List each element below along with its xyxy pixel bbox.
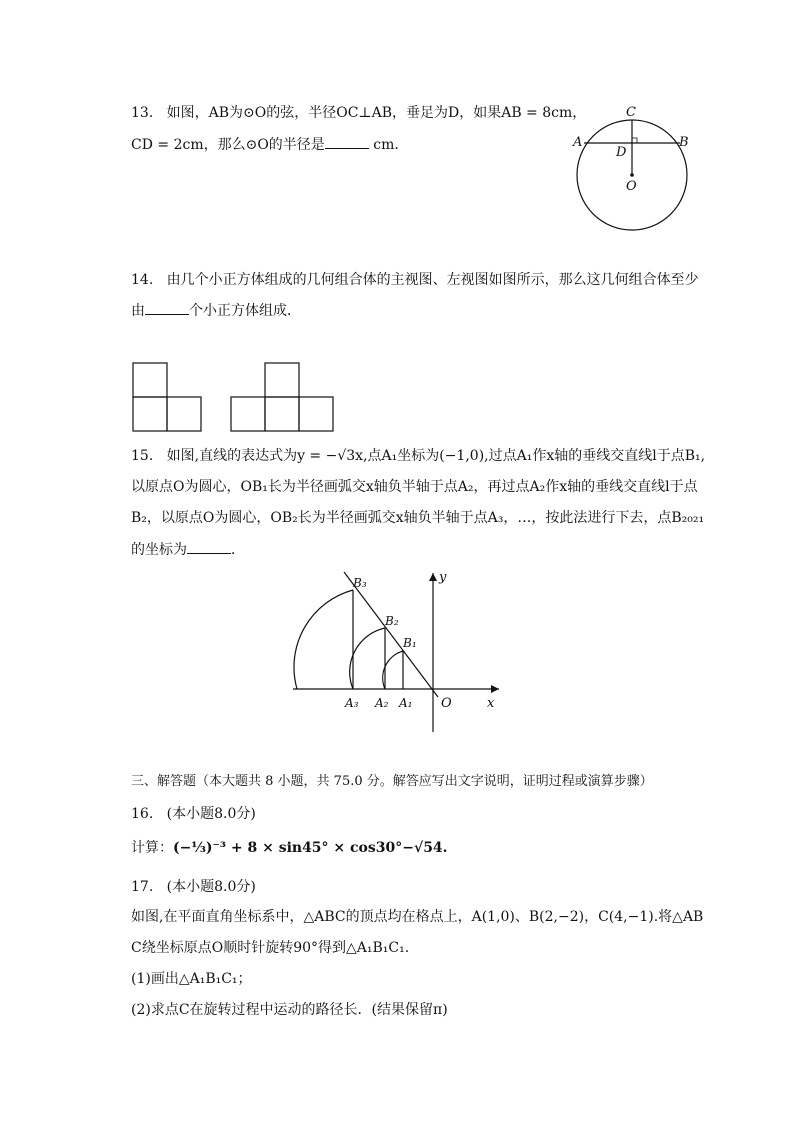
front-view bbox=[133, 363, 201, 431]
q16-calc bbox=[131, 838, 448, 858]
q15-line4 bbox=[131, 539, 245, 560]
right-angle-mark bbox=[632, 138, 637, 143]
line-l bbox=[344, 572, 438, 697]
label-x: x bbox=[487, 696, 495, 711]
q14-line2 bbox=[131, 300, 301, 321]
q16-header bbox=[131, 804, 256, 824]
q13-circle-figure bbox=[568, 100, 698, 232]
q15-text-4b: ． bbox=[231, 542, 245, 558]
label-c: C bbox=[626, 105, 636, 120]
q15-text-3: B₂，以原点O为圆心，OB₂长为半径画弧交x轴负半轴于点A₃，…，按此法进行下去，点B₂₀₂₁ bbox=[131, 510, 705, 526]
q17-score: (本小题8.0分) bbox=[166, 879, 256, 895]
q17-line1: 如图,在平面直角坐标系中，△ABC的顶点均在格点上，A(1,0)、B(2,−2)，C(4,−1).将△AB bbox=[131, 909, 704, 925]
q15-line1 bbox=[131, 446, 705, 466]
q15-number: 15. bbox=[131, 448, 154, 464]
q14-text-2a: 由 bbox=[131, 303, 145, 319]
arc-a1 bbox=[383, 651, 403, 689]
y-axis-arrow bbox=[429, 573, 437, 581]
label-a1: A₁ bbox=[399, 696, 413, 710]
q14-views-figure bbox=[130, 360, 340, 435]
q15-text-4a: 的坐标为 bbox=[131, 542, 187, 558]
q14-number: 14. bbox=[131, 272, 154, 288]
q17-line2: C绕坐标原点O顺时针旋转90°得到△A₁B₁C₁. bbox=[131, 940, 410, 956]
q15-line3 bbox=[131, 508, 704, 528]
label-a2: A₂ bbox=[375, 696, 389, 710]
left-view bbox=[231, 363, 333, 431]
q13-line2 bbox=[131, 134, 408, 155]
q15-arcs-figure bbox=[285, 565, 515, 735]
arc-a3 bbox=[294, 590, 353, 689]
label-d: D bbox=[616, 145, 627, 160]
label-b1: B₁ bbox=[403, 636, 417, 650]
q13-text-2a: CD = 2cm，那么⊙O的半径是 bbox=[131, 137, 325, 153]
x-axis-arrow bbox=[491, 685, 499, 693]
q14-text-1: 由几个小正方体组成的几何组合体的主视图、左视图如图所示，那么这几何组合体至少 bbox=[166, 272, 699, 288]
label-b3: B₃ bbox=[353, 576, 367, 590]
q16-number: 16. bbox=[131, 806, 154, 822]
label-b: B bbox=[679, 135, 689, 150]
label-y: y bbox=[439, 570, 447, 585]
q14-answer-blank[interactable] bbox=[145, 300, 189, 315]
q17-header bbox=[131, 877, 256, 897]
q13-answer-blank[interactable] bbox=[325, 134, 369, 149]
label-b2: B₂ bbox=[385, 614, 399, 628]
q16-score: (本小题8.0分) bbox=[166, 806, 256, 822]
q14-text-2b: 个小正方体组成． bbox=[189, 303, 301, 319]
label-o: O bbox=[441, 696, 452, 711]
q13-text-1: 如图，AB为⊙O的弦，半径OC⊥AB，垂足为D，如果AB = 8cm， bbox=[166, 105, 587, 121]
q15-text-2: 以原点O为圆心，OB₁长为半径画弧交x轴负半轴于点A₂，再过点A₂作x轴的垂线交直线l于点 bbox=[131, 479, 698, 495]
arc-a2 bbox=[350, 628, 385, 689]
q15-answer-blank[interactable] bbox=[187, 539, 231, 554]
q15-line2 bbox=[131, 477, 698, 497]
label-a: A bbox=[573, 135, 583, 150]
label-o: O bbox=[626, 179, 637, 194]
q15-text-1: 如图,直线的表达式为y = −√3x,点A₁坐标为(−1,0),过点A₁作x轴的垂线交直线l于点B₁, bbox=[166, 448, 706, 464]
q16-calc-label: 计算： bbox=[131, 840, 173, 856]
q13-line1 bbox=[131, 103, 586, 123]
q17-number: 17. bbox=[131, 879, 154, 895]
q13-number: 13. bbox=[131, 105, 154, 121]
q17-part1: (1)画出△A₁B₁C₁； bbox=[131, 971, 252, 987]
center-dot bbox=[630, 173, 634, 177]
section3-heading: 三、解答题（本大题共 8 小题，共 75.0 分。解答应写出文字说明，证明过程或演算步骤） bbox=[131, 774, 653, 789]
q13-text-2b: cm． bbox=[368, 137, 409, 153]
q16-expression: (−⅓)⁻³ + 8 × sin45° × cos30°−√54. bbox=[173, 840, 448, 856]
label-a3: A₃ bbox=[345, 696, 359, 710]
q14-line1 bbox=[131, 270, 699, 290]
q17-part2: (2)求点C在旋转过程中运动的路径长．(结果保留π) bbox=[131, 1002, 448, 1018]
